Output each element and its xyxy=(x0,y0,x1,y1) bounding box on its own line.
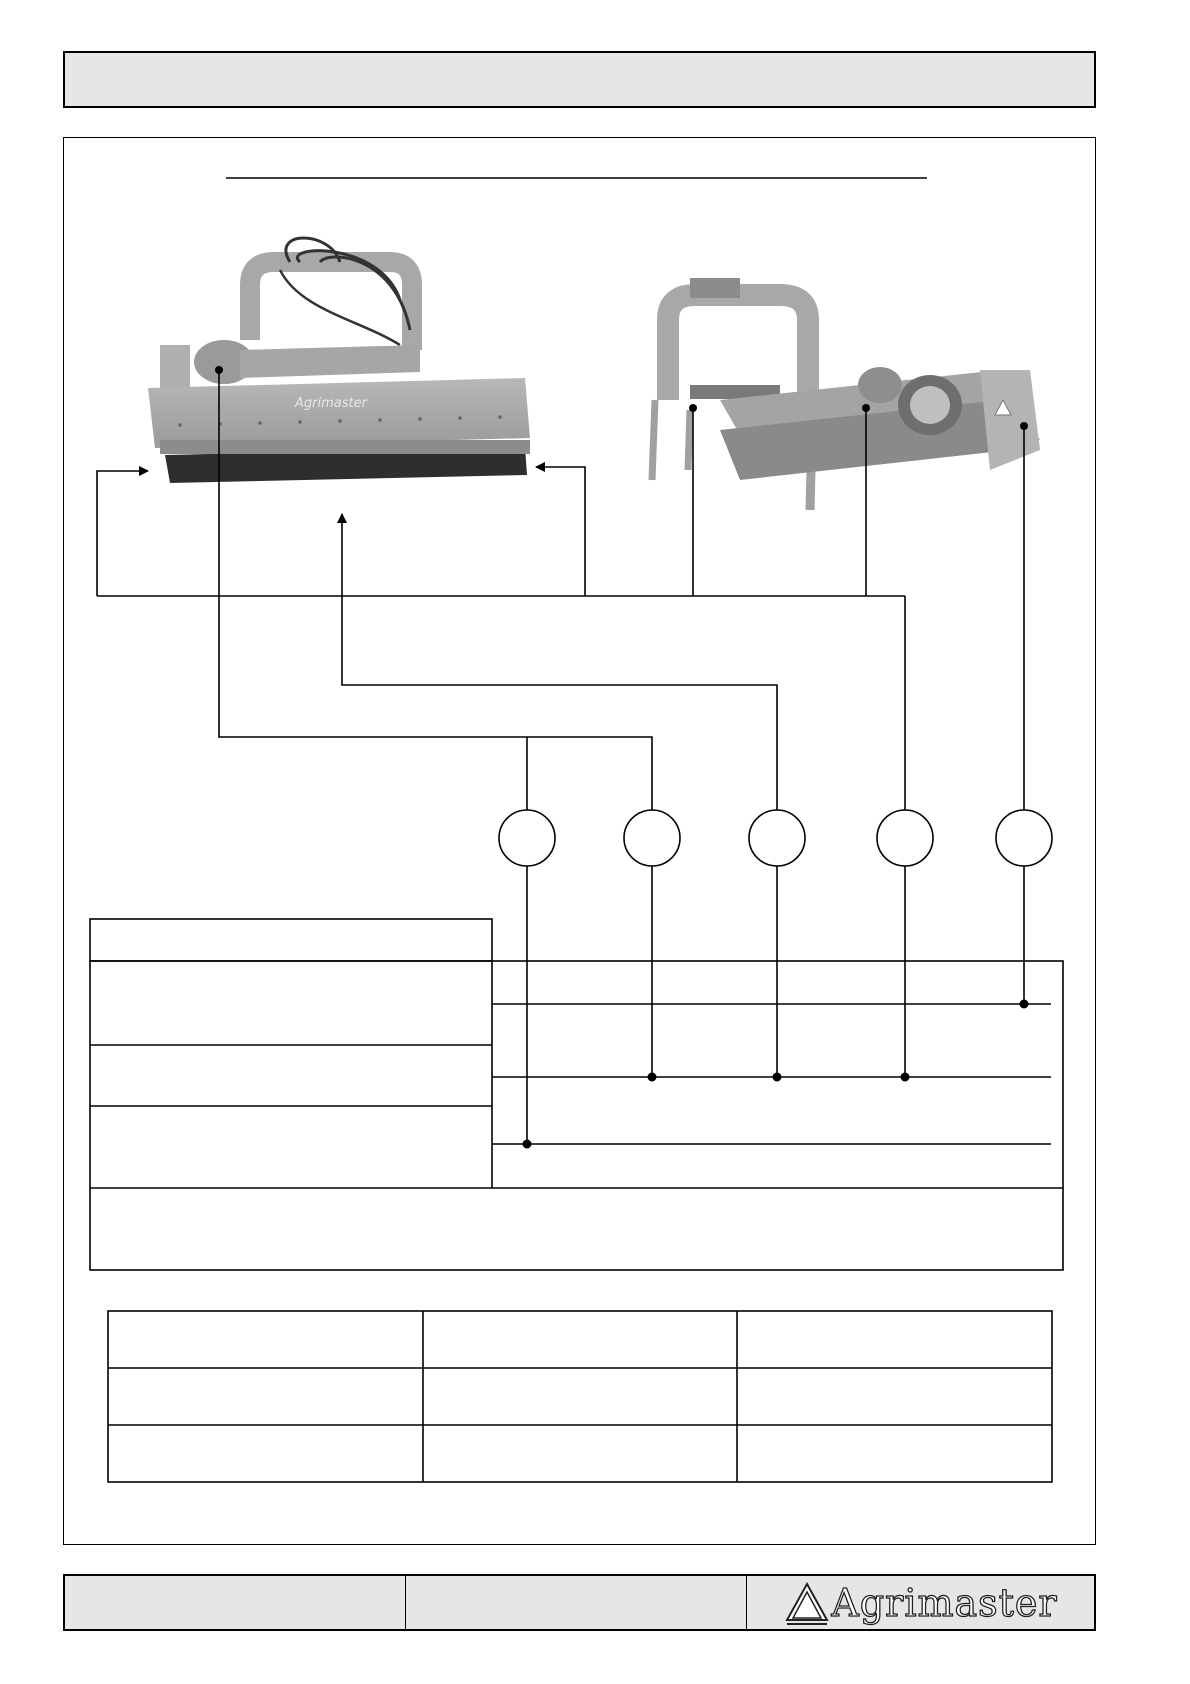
footer-bar xyxy=(63,1574,1096,1631)
control-table xyxy=(90,919,1063,1270)
valve-circle-5 xyxy=(996,810,1052,866)
mulcher-rear-photo xyxy=(652,278,1040,510)
machine-decal: Agrimaster xyxy=(295,396,367,411)
specs-table xyxy=(108,1311,1052,1482)
agrimaster-logo-icon xyxy=(783,1580,831,1626)
footer-logo-cell xyxy=(747,1576,1094,1629)
valve-circle-2 xyxy=(624,810,680,866)
valve-circle-3 xyxy=(749,810,805,866)
footer-cell-1 xyxy=(65,1576,406,1629)
brand-name: Agrimaster xyxy=(831,1580,1058,1625)
footer-cell-2 xyxy=(406,1576,747,1629)
mulcher-front-photo xyxy=(148,238,530,483)
valve-circle-1 xyxy=(499,810,555,866)
valve-circle-4 xyxy=(877,810,933,866)
